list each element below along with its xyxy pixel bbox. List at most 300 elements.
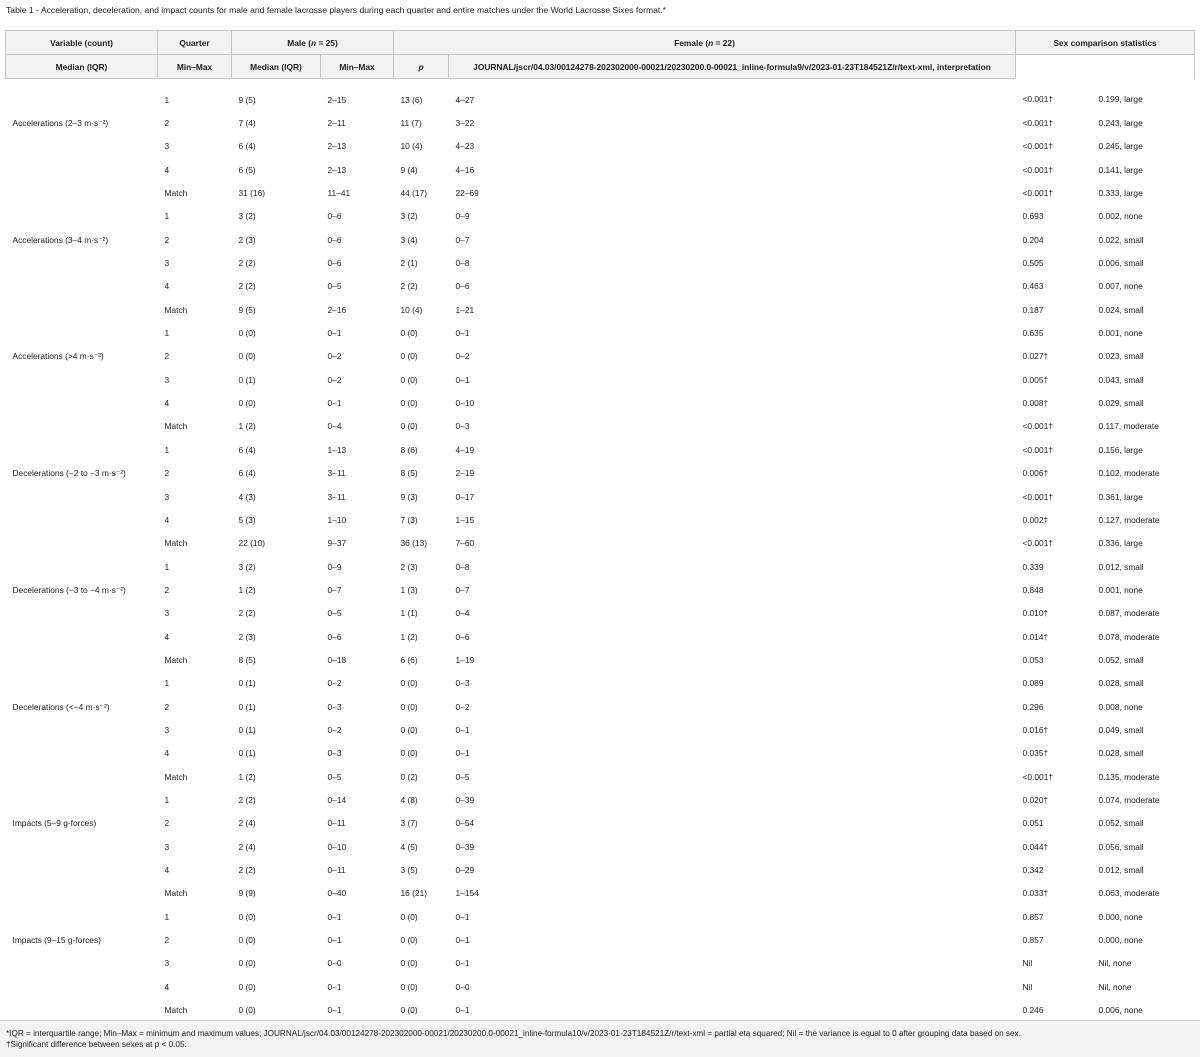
female-median-cell: 9 (4)	[400, 164, 418, 175]
table-row	[6, 835, 1195, 858]
eta-interpretation-cell: 0.052, small	[1098, 654, 1144, 665]
male-median-cell: 1 (2)	[238, 584, 256, 595]
male-minmax-cell: 0–18	[327, 654, 347, 665]
variable-cell	[6, 672, 158, 695]
male-median-cell: 3 (2)	[238, 561, 256, 572]
quarter-cell: 1	[164, 328, 170, 339]
p-value-cell: 0.033†	[1022, 888, 1049, 899]
table-row	[6, 391, 1195, 414]
female-median-cell: 4 (8)	[400, 794, 418, 805]
eta-interpretation-cell: 0.074, moderate	[1098, 794, 1160, 805]
table-row	[6, 485, 1195, 508]
quarter-cell: 2	[164, 118, 170, 129]
variable-cell	[6, 321, 158, 344]
p-value-cell: <0.001†	[1022, 771, 1054, 782]
table-row	[6, 672, 1195, 695]
male-minmax-cell: 0–5	[327, 771, 342, 782]
quarter-cell: 3	[164, 141, 170, 152]
male-minmax-cell: 0–5	[327, 608, 342, 619]
female-minmax-cell: 0–1	[455, 911, 470, 922]
eta-interpretation-cell: 0.127, moderate	[1098, 514, 1160, 525]
male-minmax-cell: 0–1	[327, 328, 342, 339]
female-minmax-cell: 0–1	[455, 748, 470, 759]
table-row	[6, 79, 1195, 112]
female-median-cell: 10 (4)	[400, 304, 423, 315]
p-value-cell: 0.463	[1022, 281, 1044, 292]
footnote-significance: †Significant difference between sexes at p < 0.05.	[6, 1040, 187, 1049]
variable-cell	[6, 602, 158, 625]
p-value-cell: 0.005†	[1022, 374, 1049, 385]
p-value-cell: Nil	[1022, 981, 1033, 992]
variable-cell	[6, 648, 158, 671]
male-median-cell: 0 (1)	[238, 748, 256, 759]
eta-interpretation-cell: 0.156, large	[1098, 444, 1143, 455]
female-median-cell: 0 (0)	[400, 374, 418, 385]
male-median-cell: 6 (4)	[238, 444, 256, 455]
table-row	[6, 695, 1195, 718]
table-row	[6, 321, 1195, 344]
variable-cell	[6, 135, 158, 158]
eta-interpretation-cell: 0.056, small	[1098, 841, 1144, 852]
p-value-cell: <0.001†	[1022, 444, 1054, 455]
variable-cell	[6, 368, 158, 391]
female-median-cell: 13 (6)	[400, 94, 423, 105]
female-minmax-cell: 3–22	[455, 118, 475, 129]
variable-cell	[6, 485, 158, 508]
variable-cell	[6, 905, 158, 928]
male-minmax-cell: 0–1	[327, 911, 342, 922]
quarter-cell: Match	[164, 421, 188, 432]
male-median-cell: 22 (10)	[238, 538, 266, 549]
eta-interpretation-cell: 0.001, none	[1098, 584, 1143, 595]
eta-interpretation-cell: 0.102, moderate	[1098, 468, 1160, 479]
quarter-cell: 3	[164, 724, 170, 735]
eta-interpretation-cell: 0.078, moderate	[1098, 631, 1160, 642]
eta-interpretation-cell: 0.012, small	[1098, 865, 1144, 876]
eta-interpretation-cell: 0.001, none	[1098, 328, 1143, 339]
p-value-cell: 0.848	[1022, 584, 1044, 595]
female-minmax-cell: 0–4	[455, 608, 470, 619]
male-median-cell: 0 (0)	[238, 981, 256, 992]
female-median-cell: 0 (2)	[400, 771, 418, 782]
female-median-cell: 0 (0)	[400, 1005, 418, 1016]
quarter-cell: 4	[164, 164, 170, 175]
male-median-cell: 0 (0)	[238, 1005, 256, 1016]
male-minmax-cell: 0–11	[327, 818, 346, 829]
table-row	[6, 508, 1195, 531]
female-minmax-cell: 1–15	[455, 514, 475, 525]
p-value-cell: <0.001†	[1022, 118, 1054, 129]
p-value-cell: 0.006†	[1022, 468, 1049, 479]
table-row	[6, 298, 1195, 321]
male-minmax-cell: 0–6	[327, 211, 342, 222]
female-median-cell: 2 (2)	[400, 281, 418, 292]
female-median-cell: 3 (4)	[400, 234, 418, 245]
male-minmax-cell: 0–2	[327, 351, 342, 362]
male-median-cell: 0 (0)	[238, 911, 256, 922]
female-minmax-cell: 0–1	[455, 328, 470, 339]
p-value-cell: 0.020†	[1022, 794, 1049, 805]
table-body	[6, 79, 1195, 1022]
male-minmax-cell: 0–6	[327, 234, 342, 245]
quarter-cell: 4	[164, 398, 170, 409]
eta-interpretation-cell: 0.028, small	[1098, 748, 1144, 759]
eta-interpretation-cell: 0.063, moderate	[1098, 888, 1160, 899]
male-minmax-cell: 1–13	[327, 444, 347, 455]
p-value-cell: <0.001†	[1022, 421, 1054, 432]
p-value-cell: 0.016†	[1022, 724, 1049, 735]
male-minmax-cell: 0–0	[327, 958, 342, 969]
female-median-cell: 0 (0)	[400, 935, 418, 946]
male-minmax-cell: 9–37	[327, 538, 347, 549]
variable-cell	[6, 158, 158, 181]
female-median-cell: 3 (5)	[400, 865, 418, 876]
female-minmax-cell: 0–1	[455, 958, 470, 969]
quarter-cell: 1	[164, 561, 170, 572]
female-minmax-cell: 0–39	[455, 841, 475, 852]
female-median-cell: 2 (1)	[400, 258, 418, 269]
header-quarter: Quarter	[158, 31, 232, 55]
eta-interpretation-cell: 0.002, none	[1098, 211, 1143, 222]
female-minmax-cell: 0–6	[455, 281, 470, 292]
footnote-abbreviations: *IQR = interquartile range; Min–Max = minimum and maximum values; JOURNAL/jscr/04.03/00124278-202302000-00021/20230200.0-00021_inline-formula10/v/2023-01-23T184521Z/r/text-xml = partial eta squared; Nil = the variance is equal to 0 after grouping data based on sex.	[6, 1029, 1021, 1038]
variable-cell	[6, 975, 158, 998]
eta-interpretation-cell: 0.006, small	[1098, 258, 1144, 269]
eta-interpretation-cell: 0.333, large	[1098, 188, 1143, 199]
variable-cell	[6, 415, 158, 438]
table-row	[6, 812, 1195, 835]
female-median-cell: 4 (5)	[400, 841, 418, 852]
male-minmax-cell: 0–2	[327, 374, 342, 385]
male-median-cell: 4 (3)	[238, 491, 256, 502]
male-minmax-cell: 0–11	[327, 865, 346, 876]
quarter-cell: 3	[164, 491, 170, 502]
eta-interpretation-cell: 0.029, small	[1098, 398, 1144, 409]
female-median-cell: 0 (0)	[400, 328, 418, 339]
variable-cell	[6, 79, 158, 112]
header-male-minmax: Min–Max	[158, 55, 232, 79]
male-minmax-cell: 0–1	[327, 935, 342, 946]
female-minmax-cell: 0–6	[455, 631, 470, 642]
female-median-cell: 0 (0)	[400, 398, 418, 409]
male-median-cell: 0 (1)	[238, 374, 256, 385]
p-value-cell: <0.001†	[1022, 94, 1054, 105]
table-row	[6, 415, 1195, 438]
quarter-cell: 4	[164, 748, 170, 759]
footnotes	[0, 1020, 1200, 1057]
female-minmax-cell: 0–7	[455, 234, 470, 245]
female-minmax-cell: 0–1	[455, 935, 470, 946]
variable-cell	[6, 952, 158, 975]
male-median-cell: 9 (5)	[238, 94, 256, 105]
header-female: Female (n = 22)	[394, 31, 1016, 55]
female-minmax-cell: 0–2	[455, 351, 470, 362]
p-value-cell: <0.001†	[1022, 188, 1054, 199]
variable-cell	[6, 718, 158, 741]
eta-interpretation-cell: 0.043, small	[1098, 374, 1144, 385]
male-median-cell: 7 (4)	[238, 118, 256, 129]
table-row	[6, 181, 1195, 204]
female-minmax-cell: 1–19	[455, 654, 475, 665]
eta-interpretation-cell: 0.087, moderate	[1098, 608, 1160, 619]
header-p: p	[394, 55, 449, 79]
female-median-cell: 1 (1)	[400, 608, 418, 619]
quarter-cell: Match	[164, 888, 188, 899]
male-median-cell: 2 (2)	[238, 258, 256, 269]
male-median-cell: 5 (3)	[238, 514, 256, 525]
quarter-cell: Match	[164, 304, 188, 315]
male-median-cell: 2 (2)	[238, 794, 256, 805]
variable-cell: Decelerations (<−4 m·s⁻²)	[12, 701, 110, 712]
quarter-cell: 3	[164, 374, 170, 385]
header-female-median: Median (IQR)	[232, 55, 321, 79]
quarter-cell: Match	[164, 1005, 188, 1016]
male-median-cell: 6 (5)	[238, 164, 256, 175]
table-row	[6, 602, 1195, 625]
p-value-cell: <0.001†	[1022, 141, 1054, 152]
eta-interpretation-cell: 0.008, none	[1098, 701, 1143, 712]
quarter-cell: 1	[164, 444, 170, 455]
table-row	[6, 742, 1195, 765]
variable-cell: Impacts (9–15 g-forces)	[12, 935, 101, 946]
male-minmax-cell: 0–1	[327, 981, 342, 992]
table-row	[6, 998, 1195, 1021]
quarter-cell: Match	[164, 188, 188, 199]
p-value-cell: <0.001†	[1022, 491, 1054, 502]
eta-interpretation-cell: 0.117, moderate	[1098, 421, 1159, 432]
female-median-cell: 11 (7)	[400, 118, 422, 129]
eta-interpretation-cell: 0.012, small	[1098, 561, 1144, 572]
p-value-cell: 0.002†	[1022, 514, 1049, 525]
header-row-1	[6, 31, 1195, 55]
eta-interpretation-cell: 0.024, small	[1098, 304, 1144, 315]
female-minmax-cell: 2–19	[455, 468, 475, 479]
quarter-cell: 2	[164, 584, 170, 595]
female-minmax-cell: 0–3	[455, 678, 470, 689]
male-minmax-cell: 0–9	[327, 561, 342, 572]
eta-interpretation-cell: 0.023, small	[1098, 351, 1144, 362]
p-value-cell: 0.187	[1022, 304, 1044, 315]
p-value-cell: 0.089	[1022, 678, 1044, 689]
male-median-cell: 9 (5)	[238, 304, 256, 315]
eta-interpretation-cell: 0.028, small	[1098, 678, 1144, 689]
variable-cell	[6, 625, 158, 648]
table-row	[6, 882, 1195, 905]
p-value-cell: 0.027†	[1022, 351, 1049, 362]
quarter-cell: 3	[164, 258, 170, 269]
male-minmax-cell: 0–10	[327, 841, 347, 852]
female-minmax-cell: 0–5	[455, 771, 470, 782]
male-median-cell: 2 (3)	[238, 234, 256, 245]
eta-interpretation-cell: 0.007, none	[1098, 281, 1143, 292]
table-row	[6, 952, 1195, 975]
female-median-cell: 36 (13)	[400, 538, 428, 549]
quarter-cell: 4	[164, 514, 170, 525]
quarter-cell: 2	[164, 935, 170, 946]
table-row	[6, 555, 1195, 578]
quarter-cell: 4	[164, 631, 170, 642]
quarter-cell: 1	[164, 794, 170, 805]
table-row	[6, 368, 1195, 391]
variable-cell: Accelerations (2–3 m·s⁻²)	[12, 118, 109, 129]
male-median-cell: 0 (0)	[238, 935, 256, 946]
female-minmax-cell: 0–1	[455, 374, 470, 385]
female-median-cell: 0 (0)	[400, 421, 418, 432]
male-minmax-cell: 3–11	[327, 468, 346, 479]
male-minmax-cell: 0–6	[327, 258, 342, 269]
header-row-2	[6, 55, 1195, 79]
p-value-cell: 0.857	[1022, 911, 1044, 922]
male-median-cell: 1 (2)	[238, 421, 256, 432]
p-value-cell: 0.505	[1022, 258, 1044, 269]
female-minmax-cell: 0–10	[455, 398, 475, 409]
p-value-cell: 0.008†	[1022, 398, 1049, 409]
female-median-cell: 6 (6)	[400, 654, 418, 665]
table-row	[6, 625, 1195, 648]
p-value-cell: 0.296	[1022, 701, 1044, 712]
male-median-cell: 9 (9)	[238, 888, 256, 899]
female-median-cell: 3 (2)	[400, 211, 418, 222]
variable-cell	[6, 438, 158, 461]
table-row	[6, 765, 1195, 788]
quarter-cell: 3	[164, 958, 170, 969]
table-row	[6, 111, 1195, 134]
variable-cell	[6, 251, 158, 274]
female-minmax-cell: 0–54	[455, 818, 475, 829]
female-minmax-cell: 4–16	[455, 164, 475, 175]
female-minmax-cell: 1–154	[455, 888, 479, 899]
male-minmax-cell: 0–1	[327, 1005, 342, 1016]
header-eta-interpretation: JOURNAL/jscr/04.03/00124278-202302000-00021/20230200.0-00021_inline-formula9/v/2023-01-23T184521Z/r/text-xml, interpretation	[449, 55, 1016, 79]
table-row	[6, 158, 1195, 181]
male-median-cell: 0 (1)	[238, 724, 256, 735]
p-value-cell: Nil	[1022, 958, 1033, 969]
male-median-cell: 2 (4)	[238, 841, 256, 852]
quarter-cell: 1	[164, 678, 170, 689]
female-median-cell: 0 (0)	[400, 958, 418, 969]
male-median-cell: 8 (5)	[238, 654, 256, 665]
table-row	[6, 928, 1195, 951]
male-median-cell: 1 (2)	[238, 771, 256, 782]
table-row	[6, 275, 1195, 298]
quarter-cell: Match	[164, 538, 188, 549]
table-row	[6, 345, 1195, 368]
female-median-cell: 0 (0)	[400, 678, 418, 689]
table-row	[6, 228, 1195, 251]
eta-interpretation-cell: 0.361, large	[1098, 491, 1143, 502]
female-minmax-cell: 0–2	[455, 701, 470, 712]
table-row	[6, 858, 1195, 881]
header-sex-comparison: Sex comparison statistics	[1016, 31, 1195, 55]
male-minmax-cell: 0–1	[327, 398, 342, 409]
female-minmax-cell: 22–69	[455, 188, 479, 199]
female-minmax-cell: 0–17	[455, 491, 475, 502]
female-median-cell: 3 (7)	[400, 818, 418, 829]
female-median-cell: 0 (0)	[400, 724, 418, 735]
female-minmax-cell: 0–29	[455, 865, 475, 876]
table-row	[6, 438, 1195, 461]
male-median-cell: 2 (2)	[238, 281, 256, 292]
female-minmax-cell: 4–27	[455, 94, 475, 105]
female-minmax-cell: 0–8	[455, 258, 470, 269]
variable-cell: Decelerations (−3 to −4 m·s⁻²)	[12, 584, 126, 595]
variable-cell	[6, 508, 158, 531]
p-value-cell: 0.246	[1022, 1005, 1044, 1016]
table-row	[6, 135, 1195, 158]
table-row	[6, 532, 1195, 555]
eta-interpretation-cell: 0.336, large	[1098, 538, 1143, 549]
quarter-cell: 2	[164, 234, 170, 245]
female-median-cell: 44 (17)	[400, 188, 428, 199]
header-male-median: Median (IQR)	[6, 55, 158, 79]
p-value-cell: 0.339	[1022, 561, 1044, 572]
variable-cell	[6, 275, 158, 298]
male-median-cell: 2 (3)	[238, 631, 256, 642]
eta-interpretation-cell: 0.049, small	[1098, 724, 1144, 735]
female-median-cell: 7 (3)	[400, 514, 418, 525]
quarter-cell: Match	[164, 654, 188, 665]
p-value-cell: 0.035†	[1022, 748, 1049, 759]
male-minmax-cell: 0–14	[327, 794, 347, 805]
eta-interpretation-cell: 0.245, large	[1098, 141, 1143, 152]
variable-cell	[6, 742, 158, 765]
variable-cell	[6, 858, 158, 881]
table-row	[6, 648, 1195, 671]
table-row	[6, 578, 1195, 601]
female-median-cell: 0 (0)	[400, 748, 418, 759]
p-value-cell: 0.342	[1022, 865, 1044, 876]
quarter-cell: 4	[164, 865, 170, 876]
variable-cell	[6, 765, 158, 788]
variable-cell	[6, 882, 158, 905]
table-row	[6, 718, 1195, 741]
female-minmax-cell: 0–9	[455, 211, 470, 222]
variable-cell: Accelerations (3–4 m·s⁻²)	[12, 234, 109, 245]
p-value-cell: <0.001†	[1022, 538, 1054, 549]
quarter-cell: 1	[164, 94, 170, 105]
variable-cell	[6, 181, 158, 204]
variable-cell: Decelerations (−2 to −3 m·s⁻²)	[12, 468, 126, 479]
table-caption: Table 1 - Acceleration, deceleration, and impact counts for male and female lacrosse players during each quarter and entire matches under the World Lacrosse Sixes format.*	[6, 5, 666, 15]
header-variable: Variable (count)	[6, 31, 158, 55]
male-minmax-cell: 3–11	[327, 491, 346, 502]
male-median-cell: 0 (0)	[238, 398, 256, 409]
eta-interpretation-cell: 0.022, small	[1098, 234, 1144, 245]
female-minmax-cell: 0–7	[455, 584, 470, 595]
female-median-cell: 1 (2)	[400, 631, 418, 642]
female-minmax-cell: 7–60	[455, 538, 475, 549]
female-median-cell: 2 (3)	[400, 561, 418, 572]
male-minmax-cell: 11–41	[327, 188, 351, 199]
male-minmax-cell: 0–2	[327, 678, 342, 689]
female-median-cell: 0 (0)	[400, 701, 418, 712]
p-value-cell: 0.857	[1022, 935, 1044, 946]
p-value-cell: 0.635	[1022, 328, 1044, 339]
quarter-cell: 2	[164, 701, 170, 712]
female-median-cell: 0 (0)	[400, 351, 418, 362]
table-row	[6, 975, 1195, 998]
variable-cell: Accelerations (>4 m·s⁻²)	[12, 351, 104, 362]
female-median-cell: 10 (4)	[400, 141, 423, 152]
male-minmax-cell: 1–10	[327, 514, 347, 525]
variable-cell	[6, 555, 158, 578]
p-value-cell: <0.001†	[1022, 164, 1054, 175]
quarter-cell: 3	[164, 841, 170, 852]
quarter-cell: 1	[164, 911, 170, 922]
quarter-cell: 2	[164, 818, 170, 829]
male-median-cell: 0 (0)	[238, 351, 256, 362]
eta-interpretation-cell: Nil, none	[1098, 958, 1132, 969]
